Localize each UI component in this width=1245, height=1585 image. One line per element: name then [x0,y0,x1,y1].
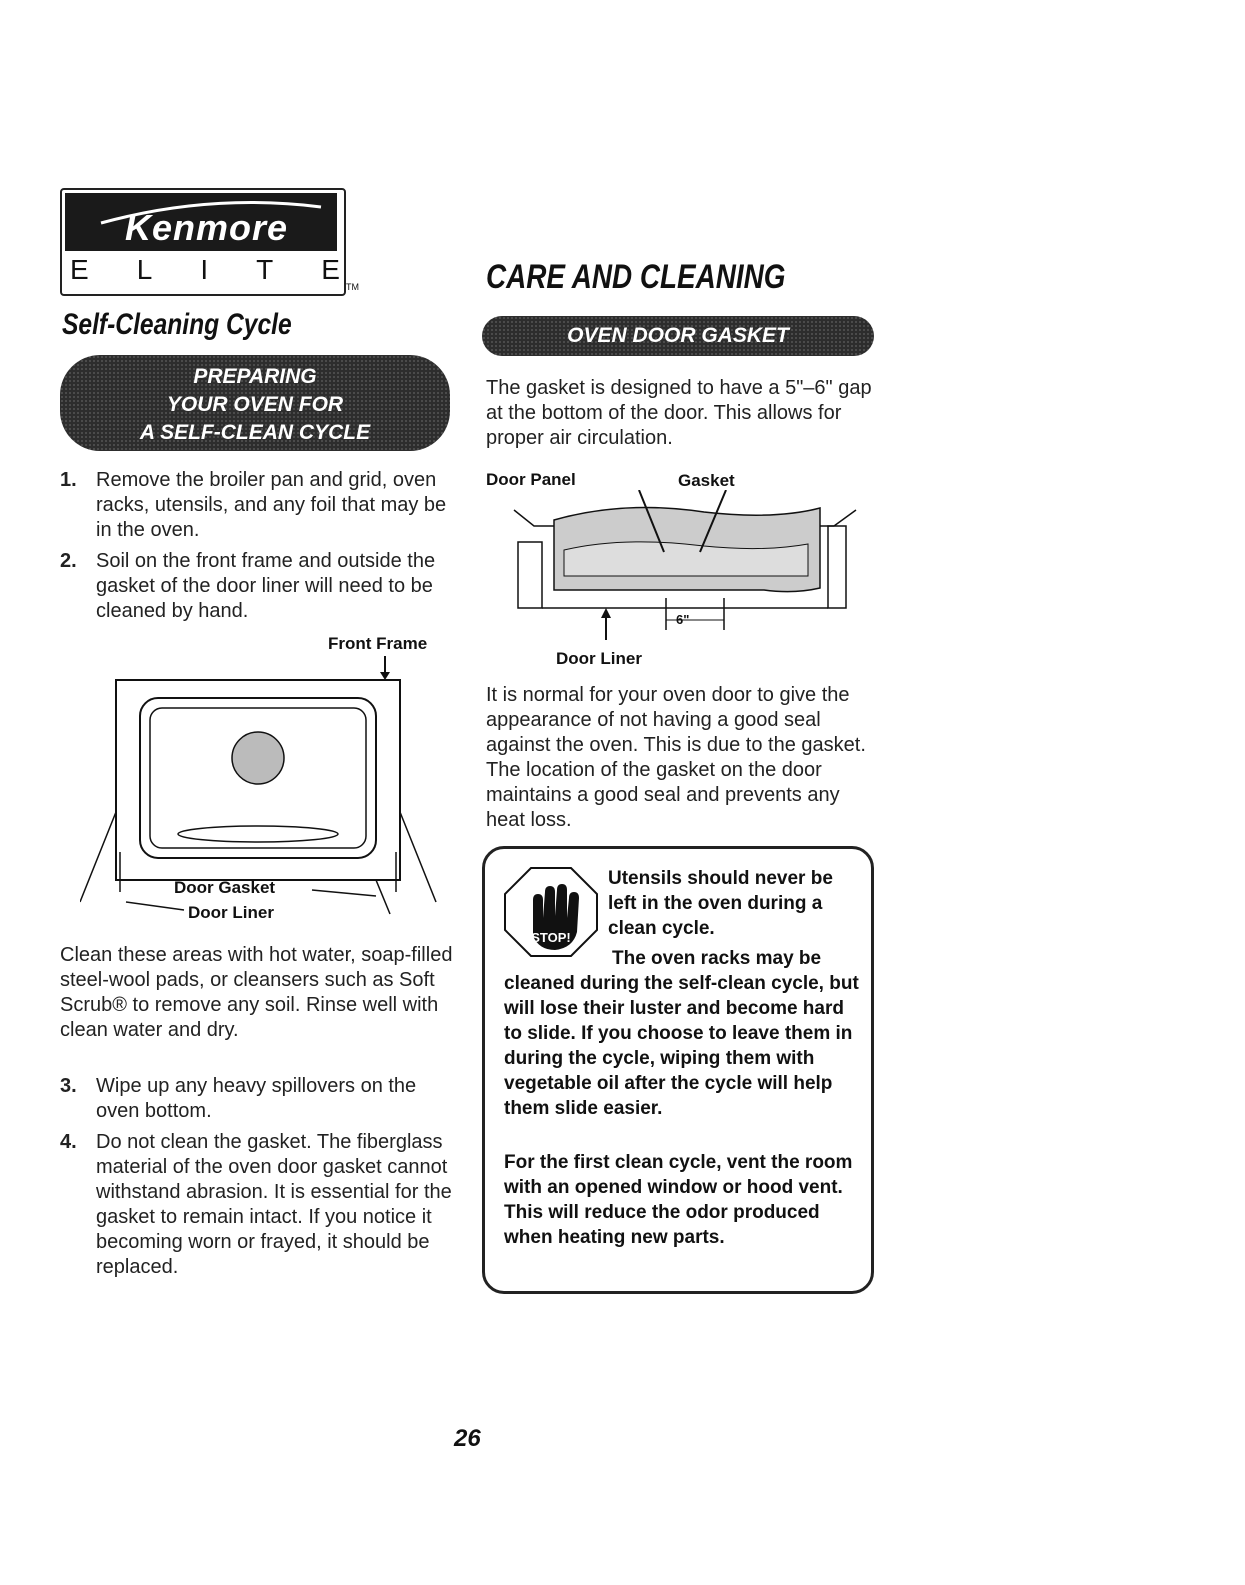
door-gasket-label: Door Gasket [174,878,276,897]
warning-body-racks: The oven racks may be cleaned during the self-clean cycle, but will lose their luster and become hard to slide. If you choose to leave them in during the cycle, wiping them with vegetable oil after the cycle will help them slide easier. [504,948,859,1119]
step-number: 4. [60,1131,77,1153]
banner-line: YOUR OVEN FOR [166,393,344,416]
logo-letter: E [321,254,340,285]
banner-preparing [60,355,450,451]
banner-line: PREPARING [193,365,317,388]
clean-paragraph: Clean these areas with hot water, soap-filled steel-wool pads, or cleansers such as Soft Scrub® to remove any soil. Rinse well with clean water and dry. [60,944,453,1041]
page-number: 26 [454,1425,481,1452]
gasket-label: Gasket [678,471,735,490]
stop-icon-text: STOP! [531,930,571,945]
step-text: Wipe up any heavy spillovers on the oven bottom. [96,1075,417,1122]
step-number: 3. [60,1075,77,1097]
logo-elite [70,254,340,286]
section-title-right: CARE AND CLEANING [486,258,786,296]
logo-bar [65,193,337,251]
door-panel-label: Door Panel [486,470,576,489]
step-text: Soil on the front frame and outside the gasket of the door liner will need to be cleaned by hand. [96,550,436,622]
door-liner-label: Door Liner [188,903,274,922]
gasket-intro-paragraph: The gasket is designed to have a 5"–6" gap at the bottom of the door. This allows for proper air circulation. [486,377,872,449]
gap-label: 6" [676,612,690,627]
gasket-seal-paragraph: It is normal for your oven door to give the appearance of not having a good seal against the oven. This is due to the gasket. The location of the gasket on the door maintains a good seal and prevents any heat loss. [486,684,866,831]
logo-letter: T [256,254,274,285]
step-number: 1. [60,469,77,491]
warning-heading: Utensils should never be left in the oven during a clean cycle. [608,868,833,939]
list-item [60,1130,460,1280]
warning-body-vent: For the first clean cycle, vent the room with an opened window or hood vent. This will reduce the odor produced when heating new parts. [504,1152,853,1248]
list-item [60,1074,460,1124]
logo-letter: E [70,254,89,285]
list-item [60,549,460,624]
stop-hand-icon [503,866,599,958]
section-title-left: Self-Cleaning Cycle [62,308,292,341]
logo-letter: I [200,254,209,285]
steps-list-top [60,468,460,630]
banner-oven-door-gasket: OVEN DOOR GASKET [482,316,874,356]
step-text: Do not clean the gasket. The fiberglass material of the oven door gasket cannot withstand abrasion. It is essential for the gasket to remain intact. If you notice it becoming worn or frayed, it should be replaced. [96,1131,452,1278]
logo-brand: Kenmore [125,207,289,248]
door-liner-label: Door Liner [556,649,642,668]
step-number: 2. [60,550,77,572]
kenmore-elite-logo [60,188,346,296]
banner-line: A SELF-CLEAN CYCLE [139,421,371,444]
list-item [60,468,460,543]
step-text: Remove the broiler pan and grid, oven racks, utensils, and any foil that may be in the oven. [96,469,447,541]
logo-letter: L [136,254,153,285]
steps-list-bottom [60,1074,460,1286]
front-frame-label: Front Frame [328,634,428,653]
trademark: TM [346,282,359,292]
